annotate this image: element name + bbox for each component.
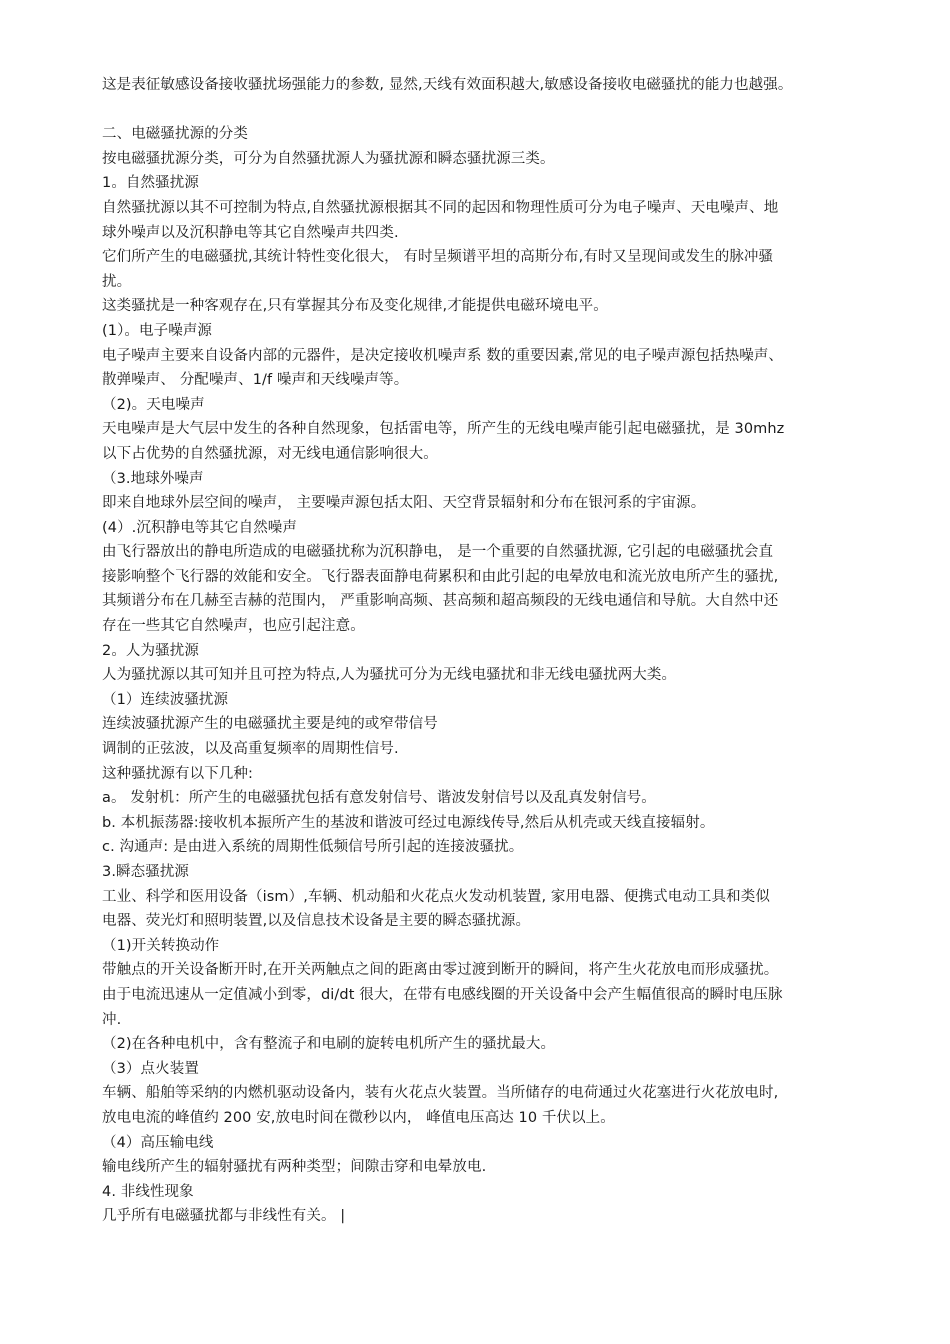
text-line: 由于电流迅速从一定值减小到零，di/dt 很大，在带有电感线圈的开关设备中会产生幅值很高的瞬时电压脉 [102,986,783,1003]
text-line: 由飞行器放出的静电所造成的电磁骚扰称为沉积静电， 是一个重要的自然骚扰源, 它引起的电磁骚扰会直 [102,544,774,561]
text-line: （2)在各种电机中，含有整流子和电刷的旋转电机所产生的骚扰最大。 [102,1036,556,1053]
text-line: 连续波骚扰源产生的电磁骚扰主要是纯的或窄带信号 [102,716,438,733]
text-line: 电子噪声主要来自设备内部的元器件，是决定接收机噪声系 数的重要因素,常见的电子噪声源包括热噪声、 [102,347,784,364]
item-heading: （4）高压输电线 [102,1134,214,1151]
item-heading: （1)开关转换动作 [102,937,220,954]
item-heading: （1）连续波骚扰源 [102,691,229,708]
text-line: 车辆、船舶等采纳的内燃机驱动设备内，装有火花点火装置。当所储存的电荷通过火花塞进行火花放电时, [102,1085,779,1102]
list-item: c. 沟通声: 是由进入系统的周期性低频信号所引起的连接波骚扰。 [102,839,524,856]
document-page [102,73,892,1229]
text-line: 自然骚扰源以其不可控制为特点,自然骚扰源根据其不同的起因和物理性质可分为电子噪声、天电噪声、地 [102,199,779,216]
text-line: 其频谱分布在几赫至吉赫的范围内， 严重影响高频、甚高频和超高频段的无线电通信和导航。大自然中还 [102,593,779,610]
item-heading: (4）.沉积静电等其它自然噪声 [102,519,297,536]
text-line: 按电磁骚扰源分类，可分为自然骚扰源人为骚扰源和瞬态骚扰源三类。 [102,150,555,167]
text-line: 即来自地球外层空间的噪声， 主要噪声源包括太阳、天空背景辐射和分布在银河系的宇宙源。 [102,495,706,512]
list-item: a。 发射机：所产生的电磁骚扰包括有意发射信号、谐波发射信号以及乱真发射信号。 [102,790,656,807]
blank-line [102,98,892,123]
text-line: 放电电流的峰值约 200 安,放电时间在微秒以内， 峰值电压高达 10 千伏以上。 [102,1109,615,1126]
item-heading: （2)。天电噪声 [102,396,205,413]
text-line: 这种骚扰源有以下几种: [102,765,253,782]
text-line: 冲. [102,1011,122,1028]
text-line: 存在一些其它自然噪声，也应引起注意。 [102,618,365,635]
text-line: 球外噪声以及沉积静电等其它自然噪声共四类. [102,224,399,241]
item-heading: （3.地球外噪声 [102,470,204,487]
text-line: 这是表征敏感设备接收骚扰场强能力的参数, 显然,天线有效面积越大,敏感设备接收电磁骚扰的能力也越强。 [102,77,793,93]
subsection-heading: 2。人为骚扰源 [102,642,199,659]
text-line: 人为骚扰源以其可知并且可控为特点,人为骚扰可分为无线电骚扰和非无线电骚扰两大类。 [102,667,677,684]
text-line: 扰。 [102,273,132,290]
subsection-heading: 4. 非线性现象 [102,1183,194,1200]
text-line: 调制的正弦波，以及高重复频率的周期性信号. [102,741,399,758]
text-line: 散弹噪声、 分配噪声、1/f 噪声和天线噪声等。 [102,372,409,389]
text-line: 带触点的开关设备断开时,在开关两触点之间的距离由零过渡到断开的瞬间，将产生火花放电而形成骚扰。 [102,962,779,979]
text-line: 这类骚扰是一种客观存在,只有掌握其分布及变化规律,才能提供电磁环境电平。 [102,298,608,315]
text-line: 工业、科学和医用设备（ism）,车辆、机动船和火花点火发动机装置, 家用电器、便携式电动工具和类似 [102,888,770,905]
text-line: 电器、荧光灯和照明装置,以及信息技术设备是主要的瞬态骚扰源。 [102,913,531,930]
text-line: 天电噪声是大气层中发生的各种自然现象，包括雷电等，所产生的无线电噪声能引起电磁骚扰，是 30mhz [102,421,785,438]
item-heading: (1）。电子噪声源 [102,322,213,339]
text-line: 输电线所产生的辐射骚扰有两种类型；间隙击穿和电晕放电. [102,1159,487,1176]
text-line: 它们所产生的电磁骚扰,其统计特性变化很大， 有时呈频谱平坦的高斯分布,有时又呈现间或发生的脉冲骚 [102,249,774,266]
text-line: 接影响整个飞行器的效能和安全。飞行器表面静电荷累积和由此引起的电晕放电和流光放电所产生的骚扰, [102,568,779,585]
subsection-heading: 3.瞬态骚扰源 [102,864,190,880]
text-line: 以下占优势的自然骚扰源，对无线电通信影响很大。 [102,445,438,462]
list-item: b. 本机振荡器:接收机本振所产生的基波和谐波可经过电源线传导,然后从机壳或天线直接辐射。 [102,814,715,831]
subsection-heading: 1。自然骚扰源 [102,175,199,192]
item-heading: （3）点火装置 [102,1060,199,1077]
section-heading: 二、电磁骚扰源的分类 [102,126,248,143]
text-line: 几乎所有电磁骚扰都与非线性有关。 | [102,1208,346,1225]
